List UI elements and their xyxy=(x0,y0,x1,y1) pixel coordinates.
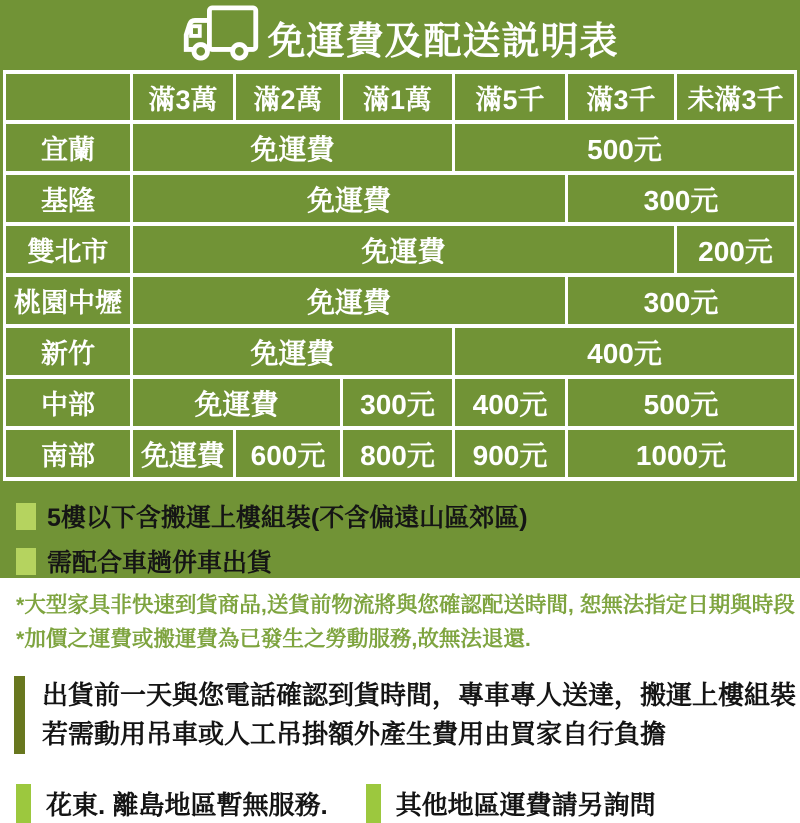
delivery-note-line: 若需動用吊車或人工吊掛額外產生費用由買家自行負擔 xyxy=(42,719,667,749)
header-region xyxy=(6,74,130,120)
header-over-30k: 滿3萬 xyxy=(133,74,233,120)
fee-cell: 免運費 xyxy=(133,430,233,477)
table-row-hsinchu xyxy=(6,328,794,375)
note-text: 需配合車趟併車出貨 xyxy=(47,549,273,577)
delivery-note-line: 出貨前一天與您電話確認到貨時間，專車專人送達，搬運上樓組裝 xyxy=(42,680,797,710)
note-text: 其他地區運費請另詢問 xyxy=(395,790,656,820)
table-row-taoyuan xyxy=(6,277,794,324)
fee-cell: 1000元 xyxy=(568,430,794,477)
table-row-yilan xyxy=(6,124,794,171)
lower-notes-area xyxy=(0,578,800,823)
fee-cell: 免運費 xyxy=(133,379,340,426)
region-label: 宜蘭 xyxy=(6,124,130,171)
table-row-taipei xyxy=(6,226,794,273)
delivery-confirmation-note xyxy=(14,676,800,754)
fee-cell: 免運費 xyxy=(133,328,452,375)
fee-cell: 800元 xyxy=(343,430,452,477)
header-under-3k: 未滿3千 xyxy=(677,74,794,120)
fee-cell: 600元 xyxy=(236,430,340,477)
truck-icon xyxy=(181,5,261,71)
note-no-service-areas xyxy=(16,784,328,823)
fee-cell: 500元 xyxy=(568,379,794,426)
note-text: 花東. 離島地區暫無服務. xyxy=(46,790,328,820)
fee-cell: 免運費 xyxy=(133,175,565,222)
header-over-5k: 滿5千 xyxy=(455,74,565,120)
green-bar-icon xyxy=(366,784,381,823)
fee-cell: 免運費 xyxy=(133,124,452,171)
fee-cell: 300元 xyxy=(343,379,452,426)
dark-bar-icon xyxy=(14,676,25,754)
region-label: 桃園中壢 xyxy=(6,277,130,324)
fee-cell: 300元 xyxy=(568,277,794,324)
region-label: 中部 xyxy=(6,379,130,426)
page-title xyxy=(0,10,800,64)
delivery-note-text xyxy=(42,676,796,754)
green-notes-section xyxy=(0,481,800,579)
table-row-central xyxy=(6,379,794,426)
fee-cell: 免運費 xyxy=(133,226,674,273)
region-label: 雙北市 xyxy=(6,226,130,273)
header-over-20k: 滿2萬 xyxy=(236,74,340,120)
header-over-3k: 滿3千 xyxy=(568,74,674,120)
green-bar-icon xyxy=(16,784,31,823)
fine-print-line: *大型家具非快速到貨商品,送貨前物流將與您確認配送時間, 恕無法指定日期與時段 xyxy=(16,593,795,617)
table-row-keelung xyxy=(6,175,794,222)
bottom-notes-row xyxy=(16,784,800,823)
note-text: 5樓以下含搬運上樓組裝(不含偏遠山區郊區) xyxy=(47,504,528,532)
fee-cell: 900元 xyxy=(455,430,565,477)
square-bullet-icon xyxy=(16,548,36,575)
table-row-south xyxy=(6,430,794,477)
fine-print-line: *加價之運費或搬運費為已發生之勞動服務,故無法退還. xyxy=(16,627,531,651)
note-floor-assembly xyxy=(16,498,800,534)
fine-print xyxy=(16,588,800,656)
table-header-row xyxy=(6,74,794,120)
fee-cell: 300元 xyxy=(568,175,794,222)
region-label: 新竹 xyxy=(6,328,130,375)
note-combined-shipping xyxy=(16,543,800,579)
fee-cell: 200元 xyxy=(677,226,794,273)
shipping-fee-table xyxy=(3,70,797,481)
header-over-10k: 滿1萬 xyxy=(343,74,452,120)
note-other-areas xyxy=(366,784,656,823)
fee-cell: 500元 xyxy=(455,124,794,171)
region-label: 基隆 xyxy=(6,175,130,222)
fee-cell: 免運費 xyxy=(133,277,565,324)
square-bullet-icon xyxy=(16,503,36,530)
fee-cell: 400元 xyxy=(455,379,565,426)
page-title-text: 免運費及配送説明表 xyxy=(267,20,619,63)
fee-cell: 400元 xyxy=(455,328,794,375)
region-label: 南部 xyxy=(6,430,130,477)
